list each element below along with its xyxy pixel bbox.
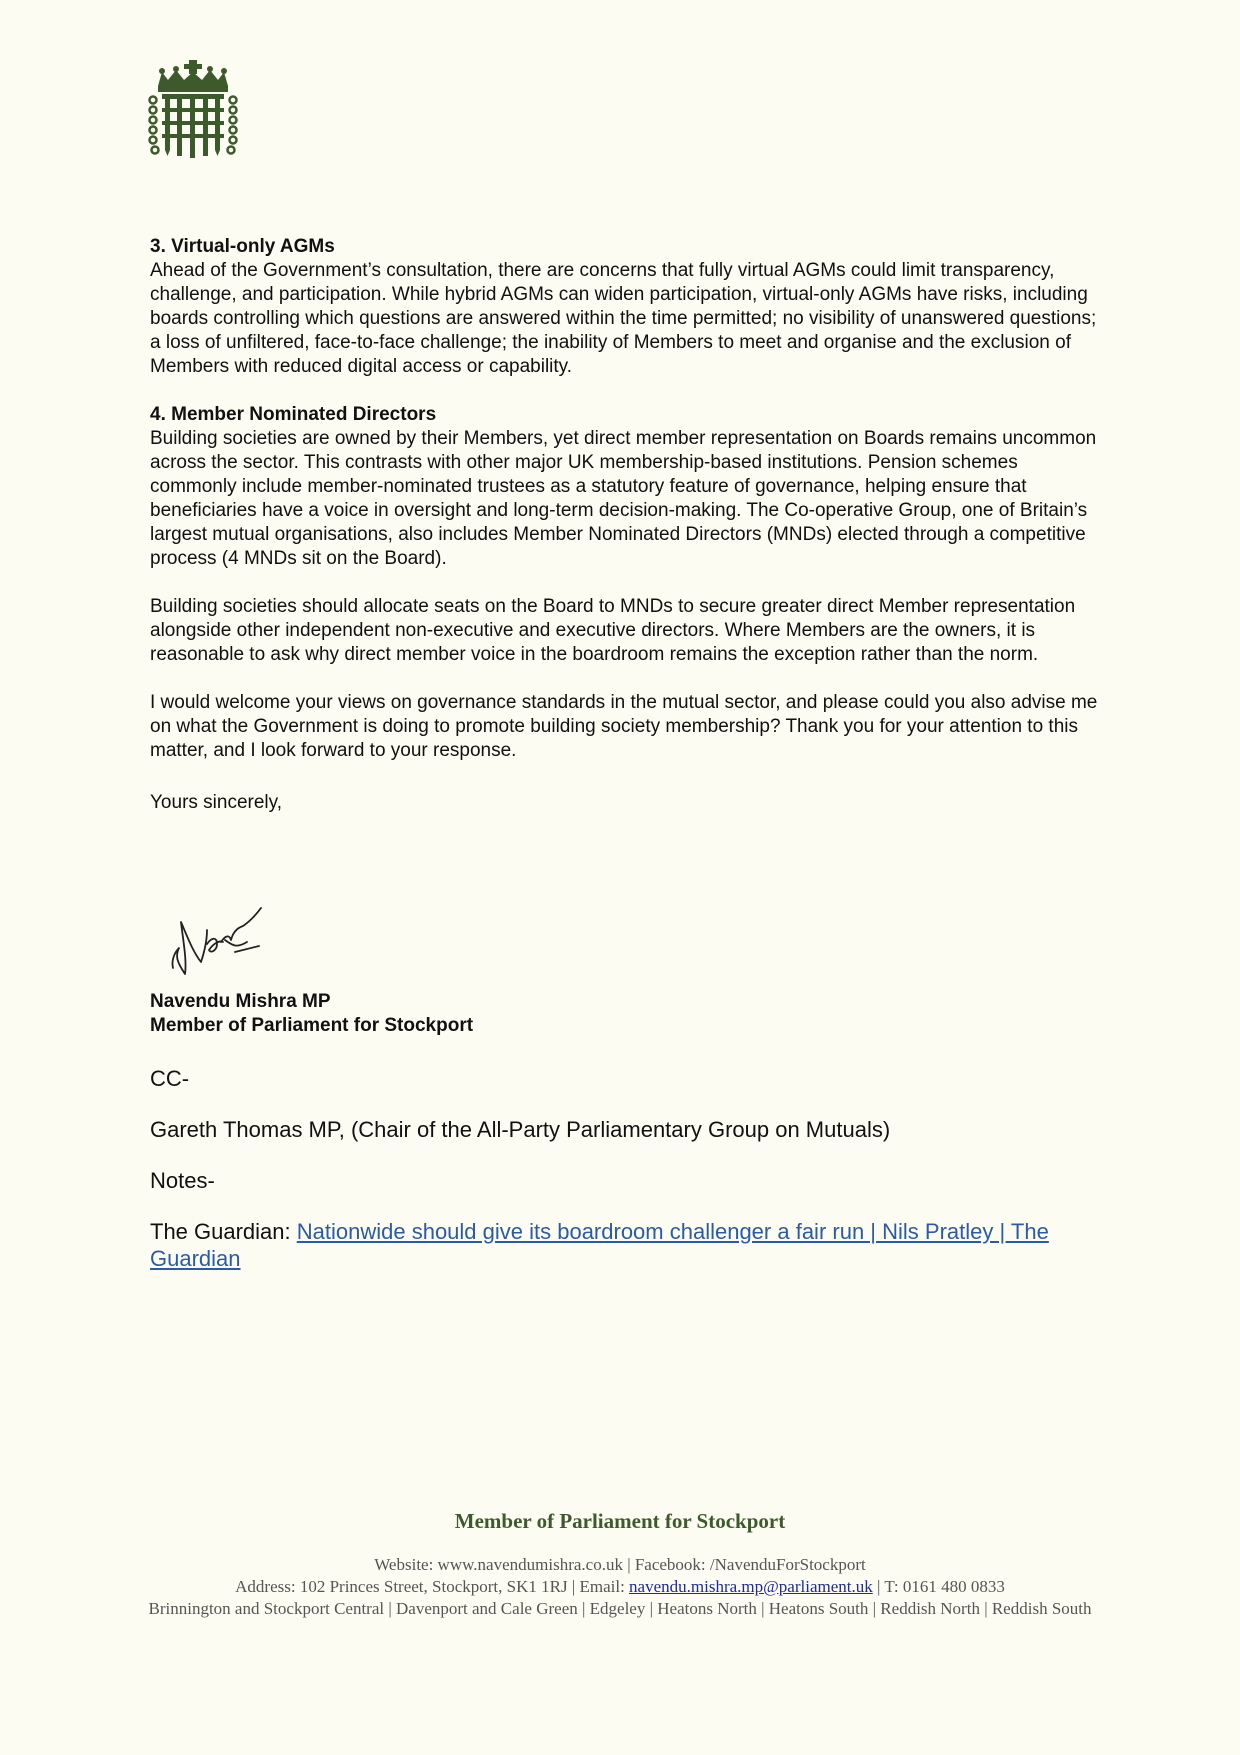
note-item bbox=[150, 1218, 1100, 1272]
footer-address-line bbox=[140, 1576, 1100, 1598]
section-heading: 3. Virtual-only AGMs bbox=[150, 236, 335, 257]
signer-title: Member of Parliament for Stockport bbox=[150, 1015, 474, 1036]
footer-wards: Brinnington and Stockport Central | Davenport and Cale Green | Edgeley | Heatons North | Heatons South | Reddish North | Reddish South bbox=[148, 1599, 1092, 1618]
section-paragraph: Building societies should allocate seats on the Board to MNDs to secure greater direct Member representation alongside other independent non-executive and executive directors. Where Members are the owners, it is reasonable to ask why direct member voice in the boardroom remains the exception rather than the norm. bbox=[150, 596, 1076, 665]
cc-recipient: Gareth Thomas MP, (Chair of the All-Party Parliamentary Group on Mutuals) bbox=[150, 1117, 891, 1142]
letterhead-footer bbox=[140, 1510, 1100, 1620]
section-heading: 4. Member Nominated Directors bbox=[150, 404, 437, 425]
letter-body bbox=[150, 235, 1100, 815]
footer-title: Member of Parliament for Stockport bbox=[454, 1509, 786, 1533]
cc-block bbox=[150, 1065, 1100, 1296]
footer-phone: | T: 0161 480 0833 bbox=[872, 1577, 1005, 1596]
sign-off: Yours sincerely, bbox=[150, 792, 283, 813]
footer-contact-line: Website: www.navendumishra.co.uk | Facebook: /NavenduForStockport bbox=[374, 1555, 866, 1574]
section-paragraph: Ahead of the Government’s consultation, there are concerns that fully virtual AGMs could limit transparency, challenge, and participation. While hybrid AGMs can widen participation, virtual-only AGMs have risks, including boards controlling which questions are answered within the time permitted; no visibility of unanswered questions; a loss of unfiltered, face-to-face challenge; the inability of Members to meet and organise and the exclusion of Members with reduced digital access or capability. bbox=[150, 260, 1097, 377]
article-link[interactable]: Nationwide should give its boardroom challenger a fair run | Nils Pratley | The Guardian bbox=[150, 1219, 1049, 1271]
notes-label: Notes- bbox=[150, 1168, 215, 1193]
signer-name: Navendu Mishra MP bbox=[150, 991, 331, 1012]
section-paragraph: Building societies are owned by their Members, yet direct member representation on Boards remains uncommon across the sector. This contrasts with other major UK membership-based institutions. Pension schemes commonly include member-nominated trustees as a statutory feature of governance, helping ensure that beneficiaries have a voice in oversight and long-term decision-making. The Co-operative Group, one of Britain’s largest mutual organisations, also includes Member Nominated Directors (MNDs) elected through a competitive process (4 MNDs sit on the Board). bbox=[150, 428, 1097, 569]
footer-address: Address: 102 Princes Street, Stockport, SK1 1RJ | Email: bbox=[235, 1577, 630, 1596]
portcullis-crest-icon bbox=[148, 60, 238, 164]
cc-label: CC- bbox=[150, 1066, 190, 1091]
signature-icon bbox=[165, 900, 275, 990]
footer-email-link[interactable]: navendu.mishra.mp@parliament.uk bbox=[629, 1577, 873, 1596]
closing-paragraph: I would welcome your views on governance standards in the mutual sector, and please could you also advise me on what the Government is doing to promote building society membership? Thank you for your attention to this matter, and I look forward to your response. bbox=[150, 692, 1098, 761]
signer-block bbox=[150, 990, 473, 1038]
note-source: The Guardian: bbox=[150, 1219, 297, 1244]
